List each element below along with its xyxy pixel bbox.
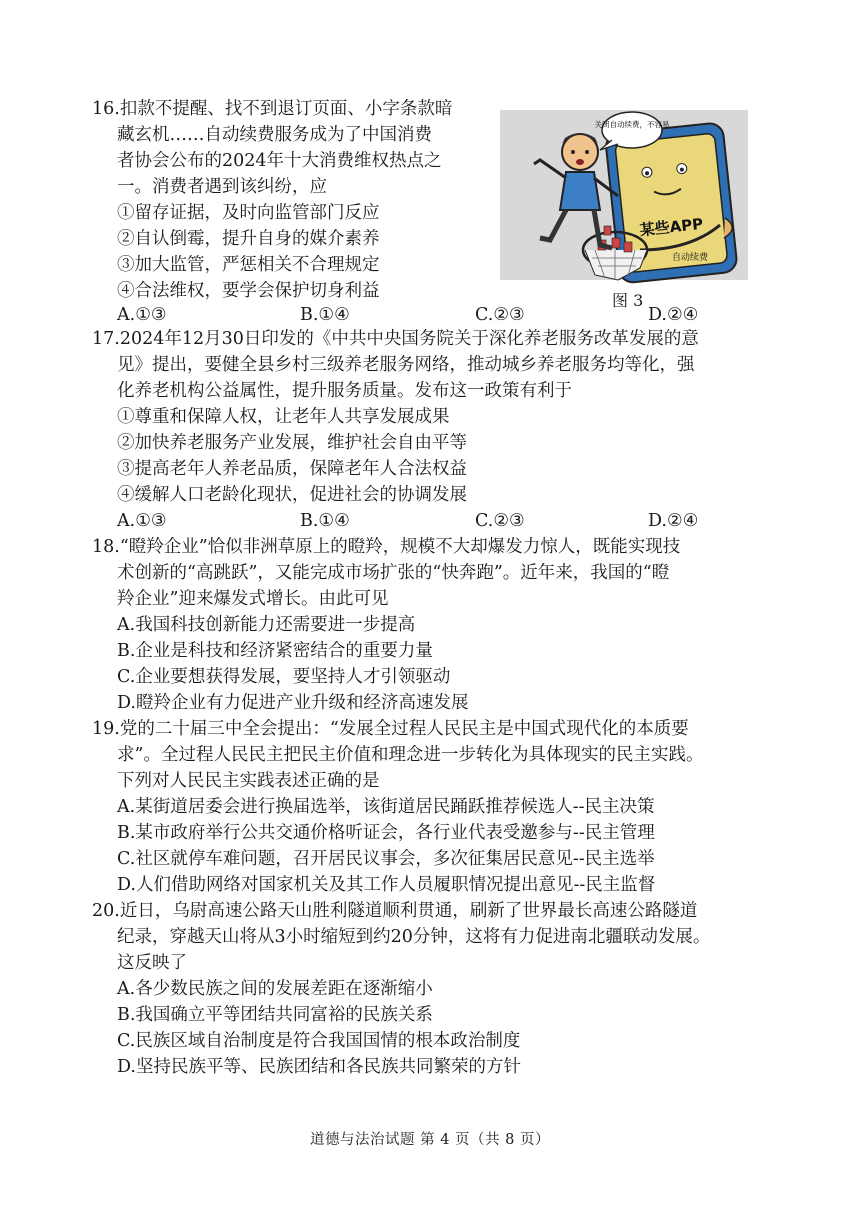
q16-choice-4: ④合法维权，要学会保护切身利益 xyxy=(117,281,380,301)
q16-option-d: D.②④ xyxy=(648,305,699,325)
q17-option-a: A.①③ xyxy=(117,511,167,531)
q18-line-3: 羚企业”迎来爆发式增长。由此可见 xyxy=(117,589,389,609)
net-label: 自动续费 xyxy=(671,253,709,263)
q16-option-c: C.②③ xyxy=(475,305,525,325)
speech-bubble-text: 关闭自动续费，不容易 xyxy=(594,120,670,129)
q16-line-3: 者协会公布的2024年十大消费维权热点之 xyxy=(117,151,442,171)
q20-line-3: 这反映了 xyxy=(117,953,187,973)
q16-option-a: A.①③ xyxy=(117,305,167,325)
q20-option-a: A.各少数民族之间的发展差距在逐渐缩小 xyxy=(117,979,433,999)
q17-choice-4: ④缓解人口老龄化现状，促进社会的协调发展 xyxy=(117,485,467,505)
q20-line-2: 纪录，穿越天山将从3小时缩短到约20分钟，这将有力促进南北疆联动发展。 xyxy=(117,927,711,947)
q19-line-3: 下列对人民民主实践表述正确的是 xyxy=(117,771,380,791)
q16-choice-1: ①留存证据，及时向监管部门反应 xyxy=(117,203,380,223)
q17-line-1: 17.2024年12月30日印发的《中共中央国务院关于深化养老服务改革发展的意 xyxy=(92,329,699,349)
q17-line-3: 化养老机构公益属性，提升服务质量。发布这一政策有利于 xyxy=(117,381,572,401)
q18-line-2: 术创新的“高跳跃”，又能完成市场扩张的“快奔跑”。近年来，我国的“瞪 xyxy=(117,563,670,583)
q19-option-b: B.某市政府举行公共交通价格听证会，各行业代表受邀参与--民主管理 xyxy=(117,823,655,843)
q20-option-d: D.坚持民族平等、民族团结和各民族共同繁荣的方针 xyxy=(117,1057,521,1077)
q16-option-b: B.①④ xyxy=(300,305,350,325)
q17-choice-1: ①尊重和保障人权，让老年人共享发展成果 xyxy=(117,407,450,427)
q17-option-d: D.②④ xyxy=(648,511,699,531)
q17-line-2: 见》提出，要健全县乡村三级养老服务网络，推动城乡养老服务均等化，强 xyxy=(117,355,695,375)
q18-option-a: A.我国科技创新能力还需要进一步提高 xyxy=(117,615,416,635)
q20-option-b: B.我国确立平等团结共同富裕的民族关系 xyxy=(117,1005,433,1025)
q17-choice-3: ③提高老年人养老品质，保障老年人合法权益 xyxy=(117,459,467,479)
q16-choice-2: ②自认倒霉，提升自身的媒介素养 xyxy=(117,229,380,249)
q16-line-1: 16.扣款不提醒、找不到退订页面、小字条款暗 xyxy=(92,99,453,119)
q17-option-b: B.①④ xyxy=(300,511,350,531)
q19-option-c: C.社区就停车难问题，召开居民议事会，多次征集居民意见--民主选举 xyxy=(117,849,655,869)
cartoon-app-net-icon xyxy=(500,100,748,290)
q17-option-c: C.②③ xyxy=(475,511,525,531)
q20-line-1: 20.近日，乌尉高速公路天山胜利隧道顺利贯通，刷新了世界最长高速公路隧道 xyxy=(92,901,698,921)
q16-choice-3: ③加大监管，严惩相关不合理规定 xyxy=(117,255,380,275)
q16-line-2: 藏玄机……自动续费服务成为了中国消费 xyxy=(117,125,432,145)
q18-option-b: B.企业是科技和经济紧密结合的重要力量 xyxy=(117,641,433,661)
q17-choice-2: ②加快养老服务产业发展，维护社会自由平等 xyxy=(117,433,467,453)
q18-option-c: C.企业要想获得发展，要坚持人才引领驱动 xyxy=(117,667,451,687)
figure-3-illustration xyxy=(500,100,748,290)
page-footer: 道德与法治试题 第 4 页（共 8 页） xyxy=(310,1132,550,1148)
q16-line-4: 一。消费者遇到该纠纷，应 xyxy=(117,177,327,197)
q20-option-c: C.民族区域自治制度是符合我国国情的根本政治制度 xyxy=(117,1031,521,1051)
figure-caption: 图 3 xyxy=(612,291,644,310)
q19-line-2: 求”。全过程人民民主把民主价值和理念进一步转化为具体现实的民主实践。 xyxy=(117,745,704,765)
q18-line-1: 18.“瞪羚企业”恰似非洲草原上的瞪羚，规模不大却爆发力惊人，既能实现技 xyxy=(92,537,681,557)
app-label: 某些APP xyxy=(638,214,705,240)
q19-option-a: A.某街道居委会进行换届选举，该街道居民踊跃推荐候选人--民主决策 xyxy=(117,797,655,817)
q19-option-d: D.人们借助网络对国家机关及其工作人员履职情况提出意见--民主监督 xyxy=(117,875,656,895)
q18-option-d: D.瞪羚企业有力促进产业升级和经济高速发展 xyxy=(117,693,469,713)
q19-line-1: 19.党的二十届三中全会提出：“发展全过程人民民主是中国式现代化的本质要 xyxy=(92,719,689,739)
